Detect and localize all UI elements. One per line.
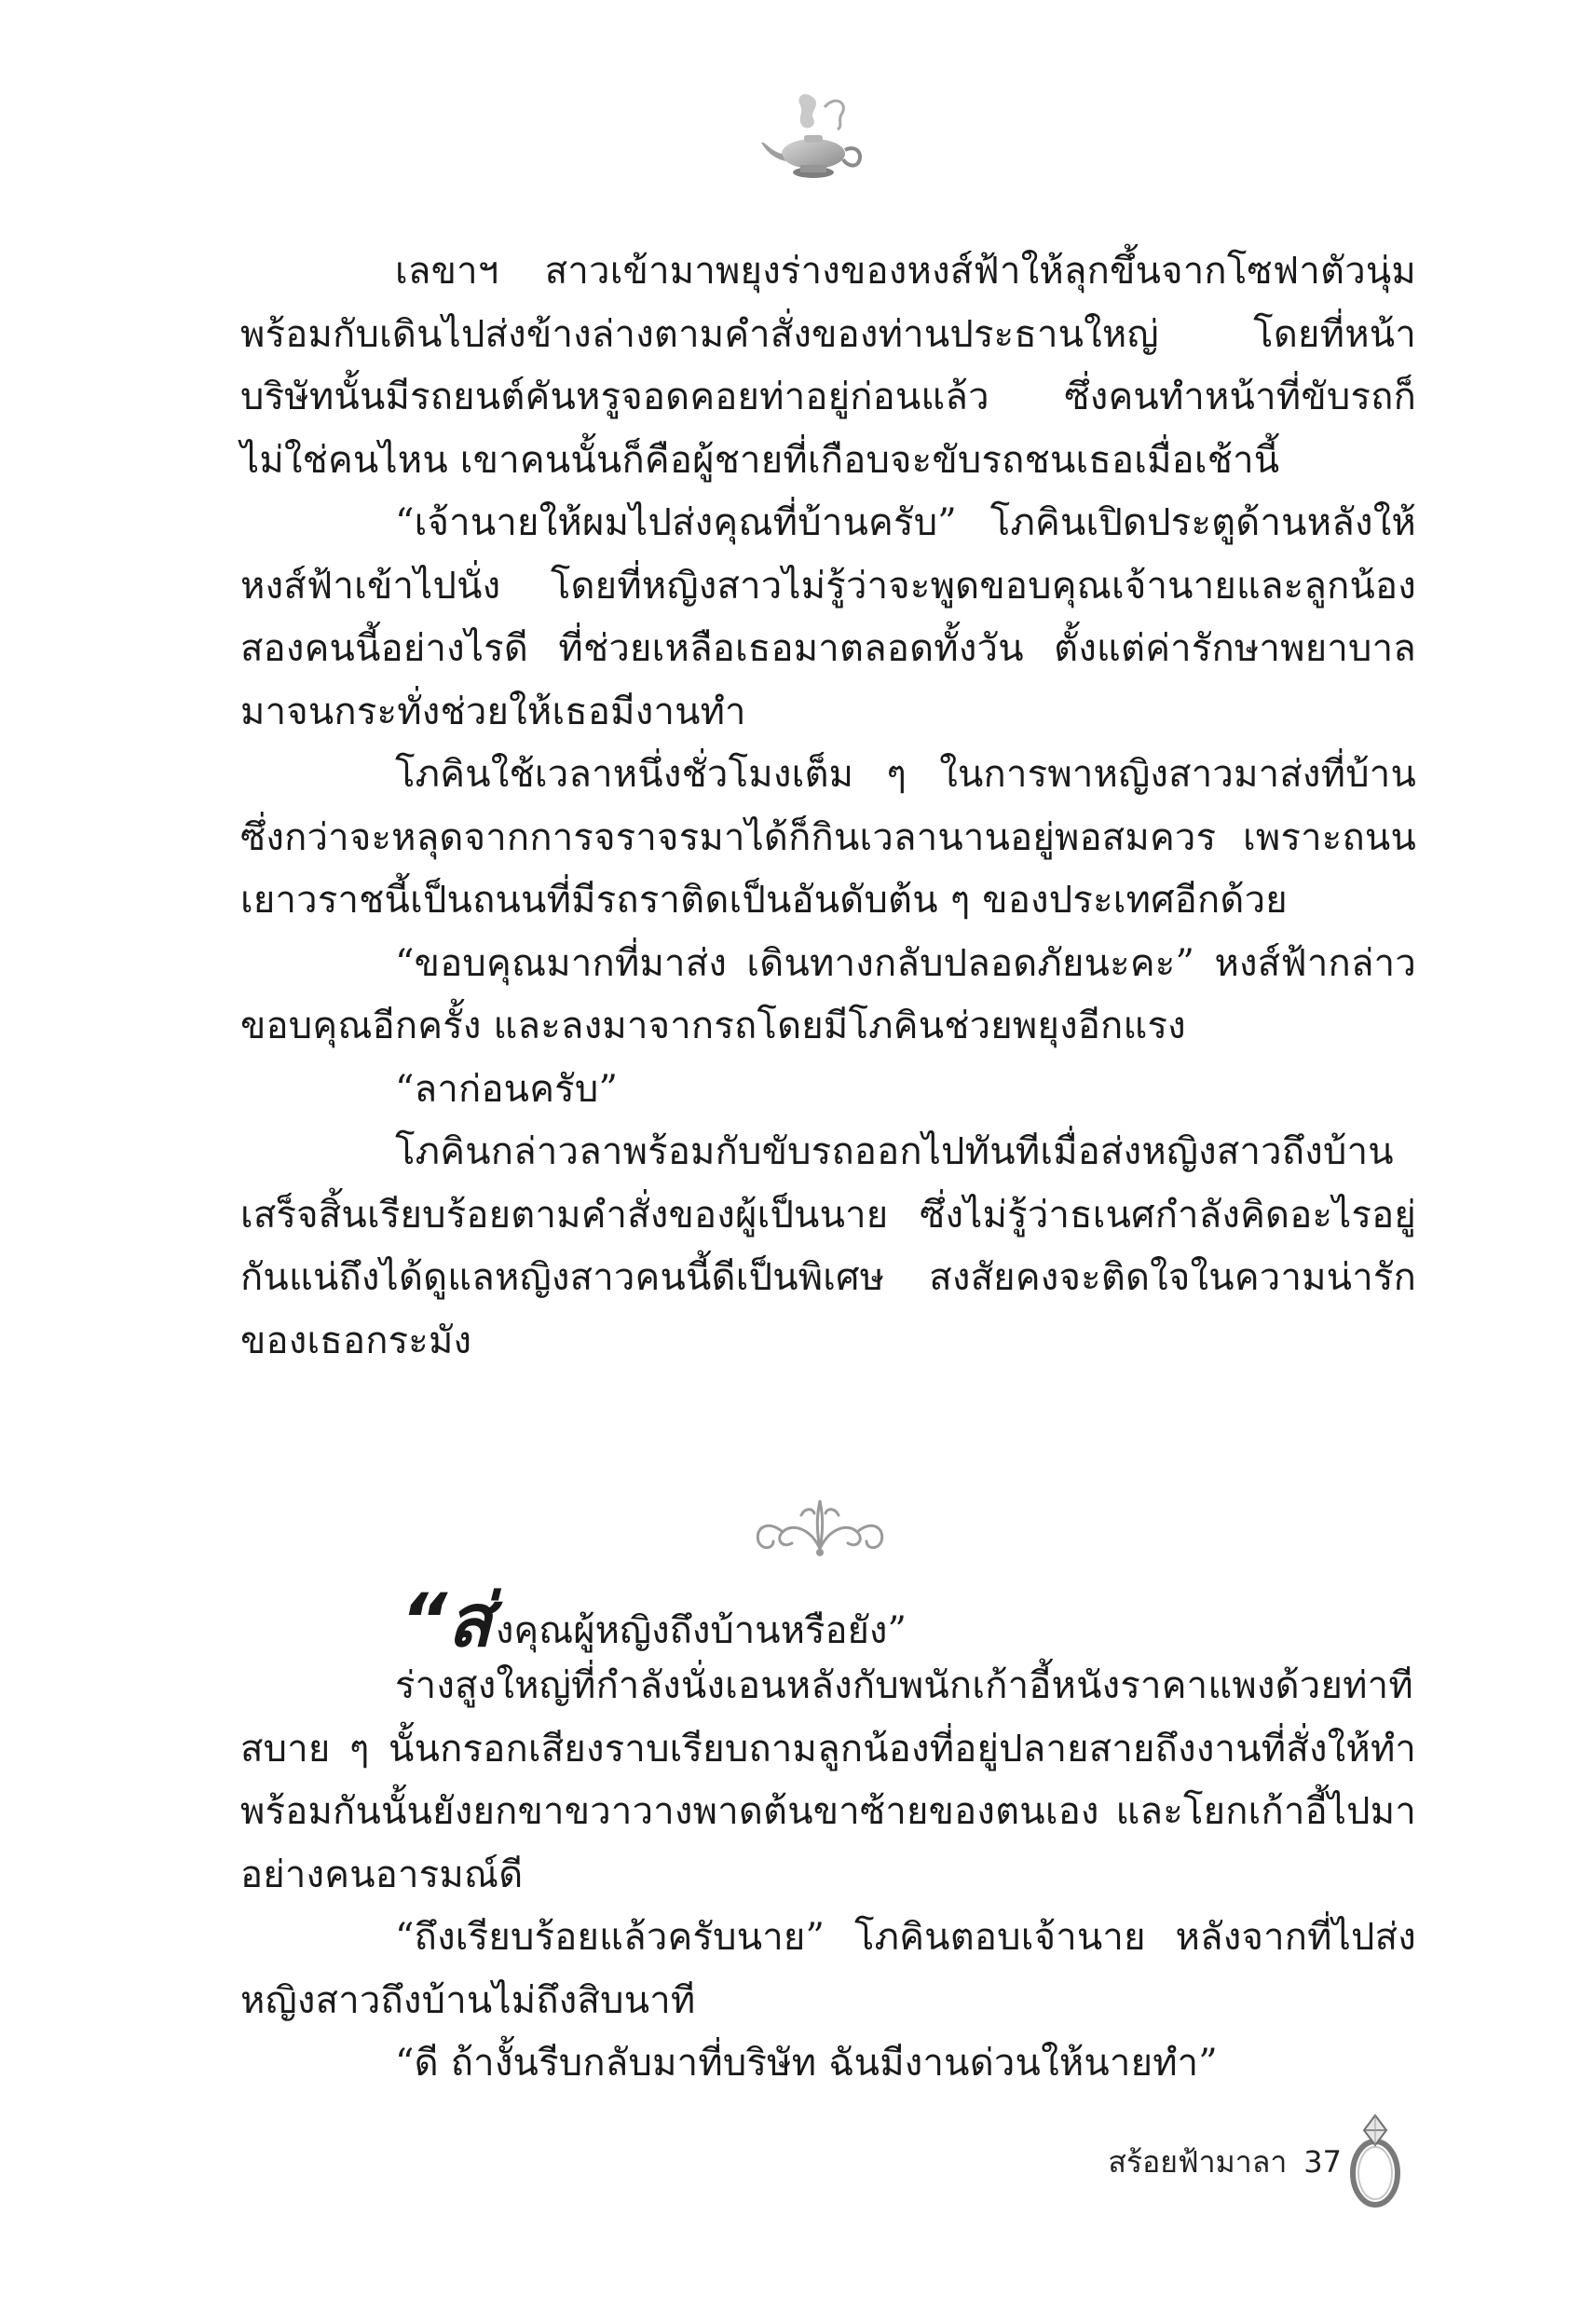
paragraph: ร่างสูงใหญ่ที่กำลังนั่งเอนหลังกับพนักเก้าอี้หนังราคาแพงด้วยท่าทีสบาย ๆ นั้นกรอกเสียงราบเรียบถามลูกน้องที่อยู่ปลายสายถึงงานที่สั่งให้ทำ พร้อมกันนั้นยังยกขาขวาวางพาดต้นขาซ้ายของตนเอง และโยกเก้าอี้ไปมาอย่างคนอารมณ์ดี [240, 1664, 1416, 1896]
paragraph: โภคินใช้เวลาหนึ่งชั่วโมงเต็ม ๆ ในการพาหญิงสาวมาส่งที่บ้านซึ่งกว่าจะหลุดจากการจราจรมาได้ก็กินเวลานานอยู่พอสมควร เพราะถนนเยาวราชนี้เป็นถนนที่มีรถราติดเป็นอันดับต้น ๆ ของประเทศอีกด้วย [240, 753, 1416, 922]
opening-drop-cap: “ส่ [401, 1579, 492, 1663]
section-two [240, 1655, 1416, 2096]
magic-lamp-icon [759, 89, 871, 191]
page-number: 37 [1303, 2144, 1342, 2180]
paragraph: “ขอบคุณมากที่มาส่ง เดินทางกลับปลอดภัยนะคะ” หงส์ฟ้ากล่าวขอบคุณอีกครั้ง และลงมาจากรถโดยมีโภคินช่วยพยุงอีกแรง [240, 941, 1416, 1047]
book-title: สร้อยฟ้ามาลา [1108, 2143, 1288, 2180]
paragraph: “เจ้านายให้ผมไปส่งคุณที่บ้านครับ” โภคินเปิดประตูด้านหลังให้หงส์ฟ้าเข้าไปนั่ง โดยที่หญิงสาวไม่รู้ว่าจะพูดขอบคุณเจ้านายและลูกน้องสองคนนี้อย่างไรดี ที่ช่วยเหลือเธอมาตลอดทั้งวัน ตั้งแต่ค่ารักษาพยาบาลมาจนกระทั่งช่วยให้เธอมีงานทำ [240, 501, 1416, 733]
section-one [240, 240, 1416, 1373]
diamond-ring-icon [1342, 2108, 1409, 2210]
paragraph: “ลาก่อนครับ” [395, 1067, 619, 1111]
paragraph: เลขาฯ สาวเข้ามาพยุงร่างของหงส์ฟ้าให้ลุกขึ้นจากโซฟาตัวนุ่มพร้อมกับเดินไปส่งข้างล่างตามคำสั่งของท่านประธานใหญ่ โดยที่หน้าบริษัทนั้นมีรถยนต์คันหรูจอดคอยท่าอยู่ก่อนแล้ว ซึ่งคนทำหน้าที่ขับรถก็ไม่ใช่คนไหน เขาคนนั้นก็คือผู้ชายที่เกือบจะขับรถชนเธอเมื่อเช้านี้ [240, 250, 1416, 482]
paragraph: “ดี ถ้างั้นรีบกลับมาที่บริษัท ฉันมีงานด่วนให้นายทำ” [395, 2042, 1218, 2085]
page-footer [969, 2134, 1342, 2190]
paragraph: โภคินกล่าวลาพร้อมกับขับรถออกไปทันทีเมื่อส่งหญิงสาวถึงบ้านเสร็จสิ้นเรียบร้อยตามคำสั่งของผู้เป็นนาย ซึ่งไม่รู้ว่าธเนศกำลังคิดอะไรอยู่กันแน่ถึงได้ดูแลหญิงสาวคนนี้ดีเป็นพิเศษ สงสัยคงจะติดใจในความน่ารักของเธอกระมัง [240, 1130, 1416, 1362]
floral-ornament-icon [745, 1491, 894, 1566]
chapter-opening [401, 1575, 1416, 1663]
opening-line: งคุณผู้หญิงถึงบ้านหรือยัง” [495, 1609, 907, 1652]
paragraph: “ถึงเรียบร้อยแล้วครับนาย” โภคินตอบเจ้านาย หลังจากที่ไปส่งหญิงสาวถึงบ้านไม่ถึงสิบนาที [240, 1916, 1416, 2022]
